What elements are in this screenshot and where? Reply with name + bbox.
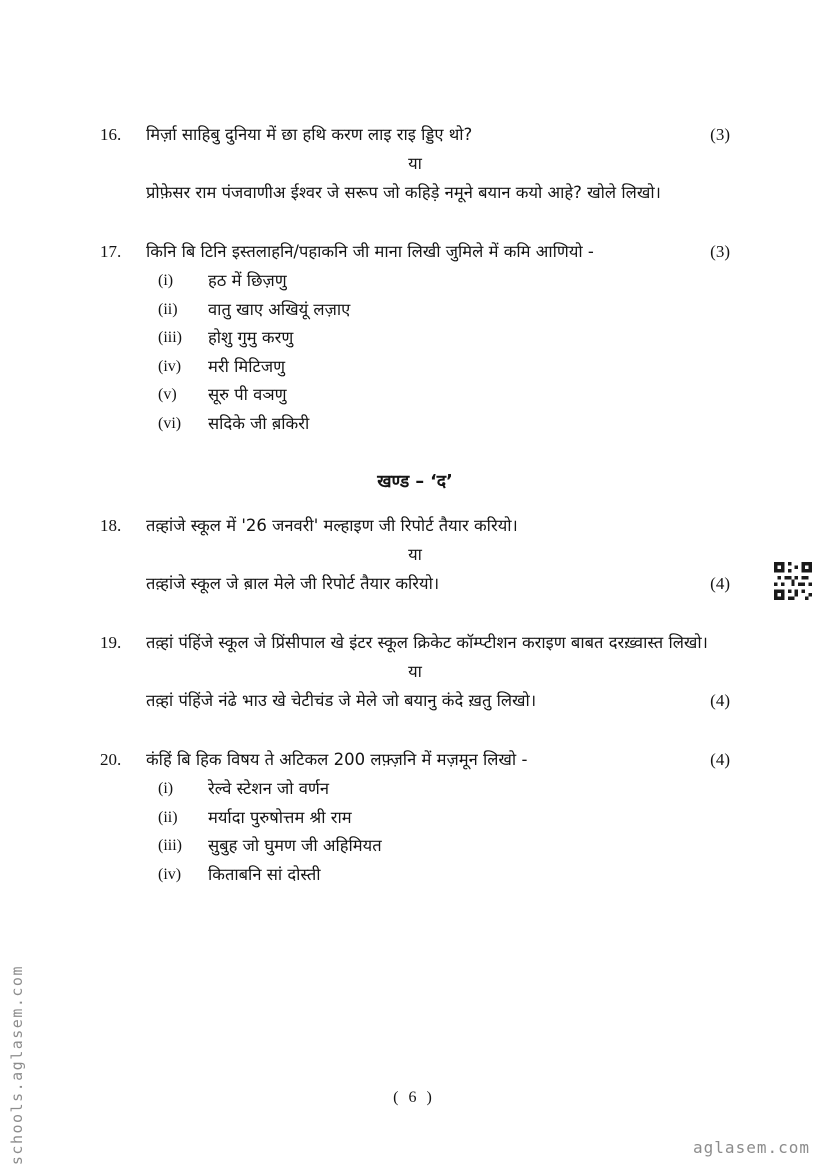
- question-20-main-row: [100, 745, 730, 774]
- question-19-alt-row: [100, 686, 730, 715]
- qr-code: [774, 560, 812, 602]
- option-label: (vi): [158, 414, 182, 432]
- question-16: [100, 120, 730, 207]
- option-item: [100, 804, 730, 833]
- option-item: [100, 353, 730, 382]
- option-label: (iii): [158, 837, 182, 854]
- option-text: हठ में छिज़णु: [208, 271, 287, 290]
- question-19-marks: (4): [710, 691, 730, 710]
- option-label: (iv): [158, 357, 182, 375]
- question-20-text: कंहिं बि हिक विषय ते अटिकल 200 लफ़्ज़नि में मज़मून लिखो -: [146, 750, 528, 769]
- option-item: [100, 861, 730, 890]
- question-20-options: [100, 775, 730, 889]
- option-text: सुबुह जो घुमण जी अहिमियत: [208, 836, 382, 855]
- option-label: (i): [158, 780, 174, 797]
- option-label: (iii): [158, 329, 182, 346]
- option-item: [100, 296, 730, 325]
- question-18-alt-text: तव़्हांजे स्कूल जे ब़ाल मेले जी रिपोर्ट तैयार करियो।: [146, 574, 440, 593]
- question-19-or-separator: या: [408, 662, 422, 681]
- question-16-number: 16.: [100, 125, 122, 144]
- option-text: रेल्वे स्टेशन जो वर्णन: [208, 779, 329, 798]
- question-17: [100, 237, 730, 438]
- question-16-main-row: [100, 120, 730, 149]
- question-17-marks: (3): [710, 242, 730, 261]
- question-18-marks: (4): [710, 574, 730, 593]
- question-18-or-separator: या: [408, 545, 422, 564]
- question-20-marks: (4): [710, 750, 730, 769]
- question-19-text: तव़्हां पंहिंजे स्कूल जे प्रिंसीपाल खे इंटर स्कूल क्रिकेट कॉम्प्टीशन कराइण बाबत दरख़्वास्त लिखो।: [146, 633, 708, 652]
- question-paper-content: [100, 120, 730, 919]
- qr-code-graphic: [774, 560, 812, 602]
- option-item: [100, 381, 730, 410]
- option-item: [100, 832, 730, 861]
- option-text: वातु खाए अखियूं लज़ाए: [208, 299, 351, 319]
- question-17-text: किनि बि टिनि इस्तलाहनि/पहाकनि जी माना लिखी जुमिले में कमि आणियो -: [146, 242, 594, 261]
- question-20-number: 20.: [100, 750, 122, 769]
- option-text: मर्यादा पुरुषोत्तम श्री राम: [208, 807, 352, 827]
- question-18: [100, 511, 730, 598]
- option-item: [100, 775, 730, 804]
- question-18-number: 18.: [100, 516, 122, 535]
- option-label: (v): [158, 386, 177, 403]
- option-label: (ii): [158, 300, 178, 318]
- question-16-text: मिर्ज़ा साहिबु दुनिया में छा हथि करण लाइ राइ ड्डिए थो?: [146, 125, 473, 144]
- question-18-main-row: [100, 511, 730, 540]
- question-19-main-row: [100, 628, 730, 657]
- option-label: (iv): [158, 865, 182, 883]
- question-17-options: [100, 267, 730, 438]
- question-16-alt-text: प्रोफ़ेसर राम पंजवाणीअ ईश्वर जे सरूप जो कहिड़े नमूने बयान कयो आहे? खोले लिखो।: [146, 183, 661, 202]
- option-label: (i): [158, 272, 174, 289]
- question-16-alt-row: [100, 178, 730, 207]
- option-text: सदिके जी ब़किरी: [208, 413, 310, 433]
- question-17-main-row: [100, 237, 730, 266]
- question-18-alt-row: [100, 569, 730, 598]
- option-text: होशु गुमु करणु: [208, 328, 294, 347]
- question-16-or-separator: या: [408, 154, 422, 173]
- page-number: ( 6 ): [393, 1089, 435, 1106]
- option-label: (ii): [158, 808, 178, 826]
- question-19: [100, 628, 730, 715]
- question-20: [100, 745, 730, 889]
- question-18-text: तव़्हांजे स्कूल में '26 जनवरी' मल्हाइण जी रिपोर्ट तैयार करियो।: [146, 516, 518, 535]
- option-item: [100, 267, 730, 296]
- question-19-number: 19.: [100, 633, 122, 652]
- option-item: [100, 324, 730, 353]
- option-item: [100, 410, 730, 439]
- option-text: मरी मिटिजणु: [208, 356, 286, 376]
- question-16-marks: (3): [710, 125, 730, 144]
- option-text: किताबनि सां दोस्ती: [208, 864, 321, 884]
- option-text: सूरु पी वञणु: [208, 385, 287, 404]
- question-17-number: 17.: [100, 242, 122, 261]
- question-19-alt-text: तव़्हां पंहिंजे नंढे भाउ खे चेटीचंड जे मेले जो बयानु कंदे ख़तु लिखो।: [146, 691, 537, 710]
- section-heading: खण्ड – ‘द’: [377, 472, 453, 492]
- bottom-right-watermark: aglasem.com: [693, 1138, 810, 1157]
- vertical-watermark: schools.aglasem.com: [8, 964, 26, 1165]
